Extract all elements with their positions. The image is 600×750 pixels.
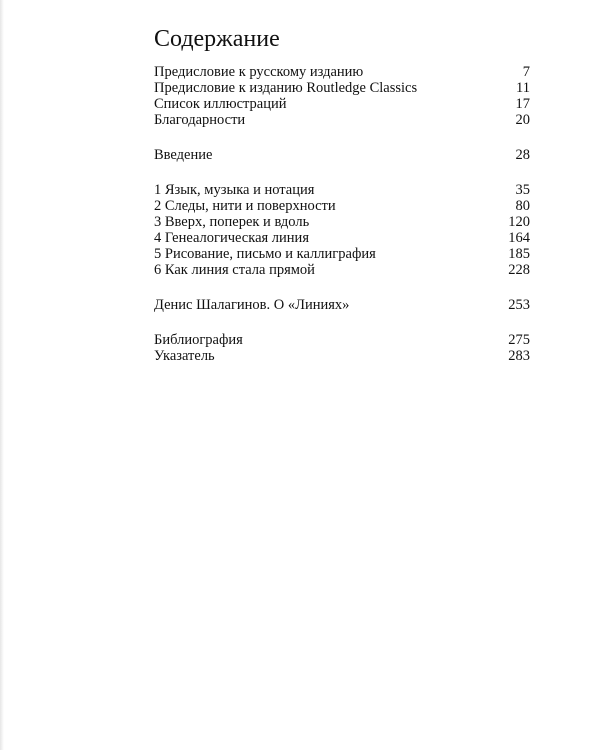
toc-entry-title: 2 Следы, нити и поверхности: [154, 198, 336, 214]
toc-entry-title: 6 Как линия стала прямой: [154, 262, 315, 278]
toc-entry[interactable]: [154, 112, 530, 128]
toc-entry-title: Предисловие к русскому изданию: [154, 64, 364, 80]
toc-entry[interactable]: [154, 198, 530, 214]
toc-entry[interactable]: [154, 246, 530, 262]
toc-entry-page: 253: [508, 297, 530, 313]
toc-group-back-matter: [154, 332, 530, 364]
page-edge-shadow: [0, 0, 4, 750]
toc-entry[interactable]: [154, 64, 530, 80]
toc-entry-page: 80: [515, 198, 530, 214]
toc-entry[interactable]: [154, 147, 530, 163]
toc-group-front-matter: [154, 64, 530, 128]
toc-entry[interactable]: [154, 230, 530, 246]
toc-entry-title: 3 Вверх, поперек и вдоль: [154, 214, 310, 230]
toc-entry-page: 275: [508, 332, 530, 348]
toc-entry[interactable]: [154, 182, 530, 198]
toc-entry-page: 20: [515, 112, 530, 128]
toc-entry-page: 7: [522, 64, 530, 80]
toc-entry[interactable]: [154, 214, 530, 230]
toc-entry-page: 120: [508, 214, 530, 230]
toc-entry-title: 1 Язык, музыка и нотация: [154, 182, 315, 198]
toc-entry-page: 17: [515, 96, 530, 112]
toc-entry[interactable]: [154, 262, 530, 278]
toc-entry-page: 185: [508, 246, 530, 262]
toc-entry-title: Указатель: [154, 348, 215, 364]
toc-entry[interactable]: [154, 80, 530, 96]
toc-entry-title: Предисловие к изданию Routledge Classics: [154, 80, 418, 96]
toc-entry[interactable]: [154, 96, 530, 112]
toc-entry-page: 11: [516, 80, 530, 96]
toc-entry-page: 28: [515, 147, 530, 163]
toc-entry-title: 5 Рисование, письмо и каллиграфия: [154, 246, 376, 262]
toc-entry-title: Список иллюстраций: [154, 96, 287, 112]
toc-entry-title: Денис Шалагинов. О «Линиях»: [154, 297, 350, 313]
toc-group-afterword: [154, 297, 530, 313]
toc-entry[interactable]: [154, 297, 530, 313]
toc-entry-title: Введение: [154, 147, 213, 163]
page-title: Содержание: [154, 26, 280, 52]
toc-entry-page: 35: [515, 182, 530, 198]
toc-entry-page: 283: [508, 348, 530, 364]
table-of-contents: [154, 64, 530, 383]
toc-entry[interactable]: [154, 332, 530, 348]
toc-group-chapters: [154, 182, 530, 278]
toc-group-introduction: [154, 147, 530, 163]
toc-entry-title: 4 Генеалогическая линия: [154, 230, 309, 246]
toc-entry-page: 164: [508, 230, 530, 246]
toc-entry-page: 228: [508, 262, 530, 278]
toc-entry-title: Благодарности: [154, 112, 246, 128]
toc-entry[interactable]: [154, 348, 530, 364]
toc-entry-title: Библиография: [154, 332, 243, 348]
